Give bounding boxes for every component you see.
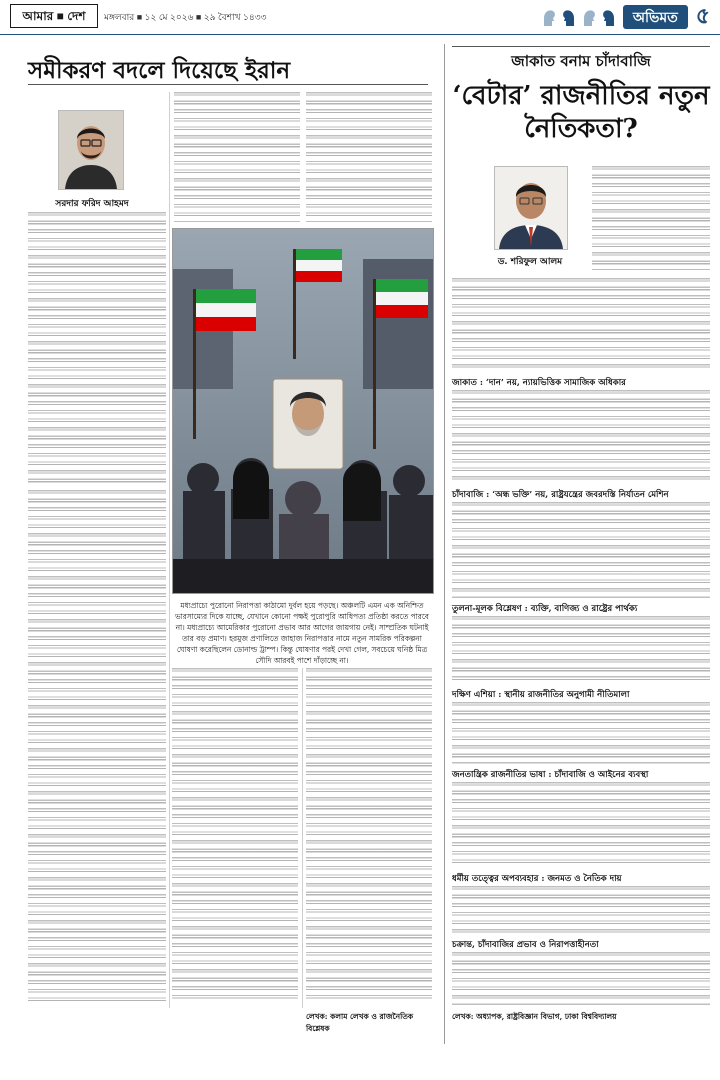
article-body-column bbox=[452, 952, 710, 1006]
subheading: জাকাত : ‘দান’ নয়, ন্যায়ভিত্তিক সামাজিক অধিকার bbox=[452, 378, 626, 388]
head-silhouette-icon bbox=[561, 8, 577, 26]
subheading: তুলনা-মূলক বিশ্লেষণ : ব্যক্তি, বাণিজ্য ও রাষ্ট্রের পার্থক্য bbox=[452, 604, 638, 614]
article-kicker: জাকাত বনাম চাঁদাবাজি bbox=[511, 52, 651, 70]
article-headline: ‘বেটার’ রাজনীতির নতুন নৈতিকতা? bbox=[452, 81, 710, 144]
article-body-column bbox=[452, 702, 710, 764]
column-divider bbox=[444, 44, 445, 1044]
article-body-column bbox=[28, 490, 166, 1002]
head-silhouette-icon bbox=[541, 8, 557, 26]
subheading: জনতান্ত্রিক রাজনীতির ভাষা : চাঁদাবাজি ও আইনের ব্যবস্থা bbox=[452, 770, 649, 780]
article-body-column bbox=[172, 668, 298, 1002]
subheading: ধর্মীয় তত্ত্বের অপব্যবহার : জনমত ও নৈতিক দায় bbox=[452, 874, 622, 884]
section-banner bbox=[440, 2, 710, 32]
article-headline: সমীকরণ বদলে দিয়েছে ইরান bbox=[28, 57, 291, 84]
author-footer: লেখক: অধ্যাপক, রাষ্ট্রবিজ্ঞান বিভাগ, ঢাকা বিশ্ববিদ্যালয় bbox=[452, 1012, 617, 1021]
article-body-column bbox=[452, 886, 710, 934]
newspaper-logo: আমার ■ দেশ bbox=[10, 4, 98, 28]
article-body-column bbox=[452, 782, 710, 868]
head-silhouette-icon bbox=[601, 8, 617, 26]
author-name: ড. শরিফুল আলম bbox=[497, 257, 563, 267]
column-divider bbox=[169, 92, 170, 1008]
author-photo bbox=[58, 110, 124, 190]
section-title: অভিমত bbox=[623, 5, 688, 29]
article-body-column bbox=[452, 616, 710, 684]
issue-date: মঙ্গলবার ■ ১২ মে ২০২৬ ■ ২৯ বৈশাখ ১৪৩৩ bbox=[104, 12, 267, 22]
author-portrait-icon bbox=[495, 167, 567, 249]
author-photo bbox=[494, 166, 568, 250]
kicker-rule bbox=[452, 46, 710, 47]
headline-rule bbox=[28, 84, 428, 85]
article-body-column bbox=[452, 502, 710, 598]
author-portrait-icon bbox=[59, 111, 123, 189]
subheading: চাঁদাবাজি : ‘অন্ধ ভক্তি’ নয়, রাষ্ট্রযন্ত্রের জবরদস্তি নির্যাতন মেশিন bbox=[452, 490, 669, 500]
rally-photo bbox=[172, 228, 434, 594]
article-body-column bbox=[452, 390, 710, 484]
article-body-column bbox=[452, 278, 710, 372]
subheading: চক্রান্ত, চাঁদাবাজির প্রভাব ও নিরাপত্তাহীনতা bbox=[452, 940, 599, 950]
article-body-column bbox=[306, 668, 432, 1002]
section-decoration bbox=[541, 8, 617, 26]
masthead bbox=[0, 0, 720, 35]
page-number: ৫ bbox=[695, 2, 710, 28]
rally-crowd-image bbox=[173, 229, 433, 593]
author-name: সরদার ফরিদ আহমদ bbox=[55, 199, 129, 209]
head-silhouette-icon bbox=[581, 8, 597, 26]
photo-caption: মধ্যপ্রাচ্যে পুরোনো নিরাপত্তা কাঠামো দুর্বল হয়ে পড়ছে। অঞ্চলটি এমন এক অনিশ্চিত ভারসাম্যের দিকে যাচ্ছে, যেখানে কোনো পক্ষই পুরোপুরি আধিপত্য প্রতিষ্ঠা করতে পারবে না। মধ্যপ্রাচ্যে আমেরিকার পুরোনো প্রভাব আর আগের জায়গায় নেই। সাম্প্রতিক ঘটনাই তার বড় প্রমাণ। হরমুজ প্রণালিতে জাহাজ নিরাপত্তার নামে নতুন সামরিক পরিকল্পনা ঘোষণা করেছিলেন ডোনাল্ড ট্রাম্প। কিন্তু ঘোষণার পরই দেখা গেল, সবচেয়ে ঘনিষ্ঠ মিত্র সৌদি আরবই পাশে দাঁড়াচ্ছে না। bbox=[175, 601, 429, 665]
column-divider bbox=[302, 668, 303, 1008]
subheading: দক্ষিণ এশিয়া : স্থানীয় রাজনীতির অনুগামী নীতিমালা bbox=[452, 690, 630, 700]
author-footer: লেখক: কলাম লেখক ও রাজনৈতিক বিশ্লেষক bbox=[306, 1012, 414, 1033]
